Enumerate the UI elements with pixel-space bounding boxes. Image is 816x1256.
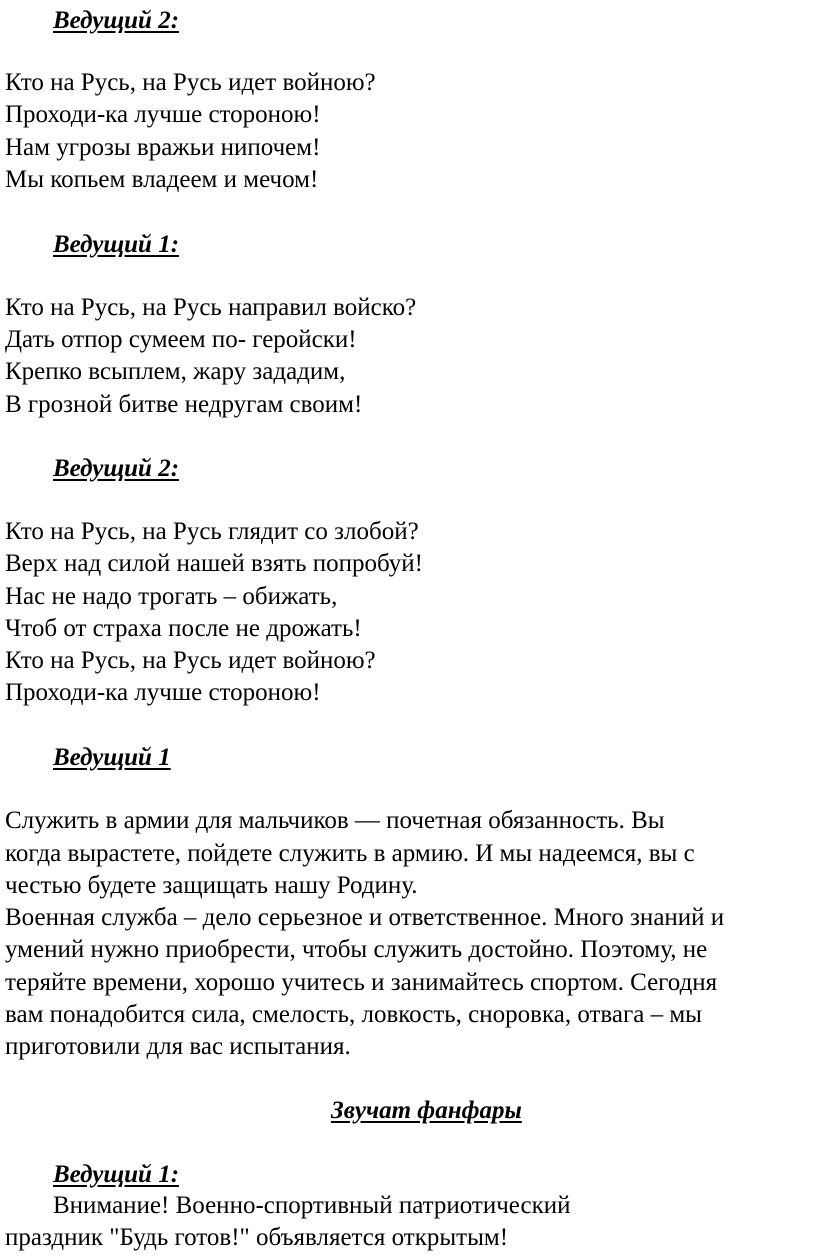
verse-line: Чтоб от страха после не дрожать! — [5, 615, 362, 642]
paragraph-line: умений нужно приобрести, чтобы служить достойно. Поэтому, не — [5, 936, 708, 963]
paragraph-line: вам понадобится сила, смелость, ловкость, сноровка, отвага – мы — [5, 1001, 702, 1028]
verse-line: Кто на Русь, на Русь направил войско? — [5, 294, 417, 321]
paragraph-line: честью будете защищать нашу Родину. — [5, 872, 418, 899]
paragraph-line: Служить в армии для мальчиков — почетная обязанность. Вы — [5, 807, 665, 834]
paragraph-line: Военная служба – дело серьезное и ответственное. Много знаний и — [5, 904, 725, 931]
stage-direction: Звучат фанфары — [331, 1097, 522, 1124]
speaker-heading: Ведущий 1 — [53, 744, 171, 771]
speaker-heading: Ведущий 2: — [53, 7, 180, 34]
paragraph-line: когда вырастете, пойдете служить в армию. И мы надеемся, вы с — [5, 840, 695, 867]
verse-line: Нас не надо трогать – обижать, — [5, 583, 338, 610]
verse-line: Кто на Русь, на Русь идет войною? — [5, 647, 376, 674]
speaker-heading: Ведущий 1: — [53, 1161, 180, 1188]
paragraph-line: приготовили для вас испытания. — [5, 1033, 351, 1060]
verse-line: Мы копьем владеем и мечом! — [5, 166, 319, 193]
verse-line: Верх над силой нашей взять попробуй! — [5, 550, 423, 577]
verse-line: Кто на Русь, на Русь идет войною? — [5, 69, 376, 96]
paragraph-line: Внимание! Военно-спортивный патриотический — [53, 1192, 571, 1219]
verse-line: Крепко всыплем, жару зададим, — [5, 358, 346, 385]
speaker-heading: Ведущий 2: — [53, 455, 180, 482]
speaker-heading: Ведущий 1: — [53, 231, 180, 258]
paragraph-line: праздник "Будь готов!" объявляется открытым! — [5, 1224, 509, 1251]
verse-line: Проходи-ка лучше стороною! — [5, 679, 321, 706]
paragraph-line: теряйте времени, хорошо учитесь и занимайтесь спортом. Сегодня — [5, 969, 718, 996]
verse-line: В грозной битве недругам своим! — [5, 391, 363, 418]
verse-line: Нам угрозы вражьи нипочем! — [5, 134, 321, 161]
verse-line: Дать отпор сумеем по- геройски! — [5, 326, 357, 353]
verse-line: Кто на Русь, на Русь глядит со злобой? — [5, 518, 419, 545]
verse-line: Проходи-ка лучше стороною! — [5, 101, 321, 128]
